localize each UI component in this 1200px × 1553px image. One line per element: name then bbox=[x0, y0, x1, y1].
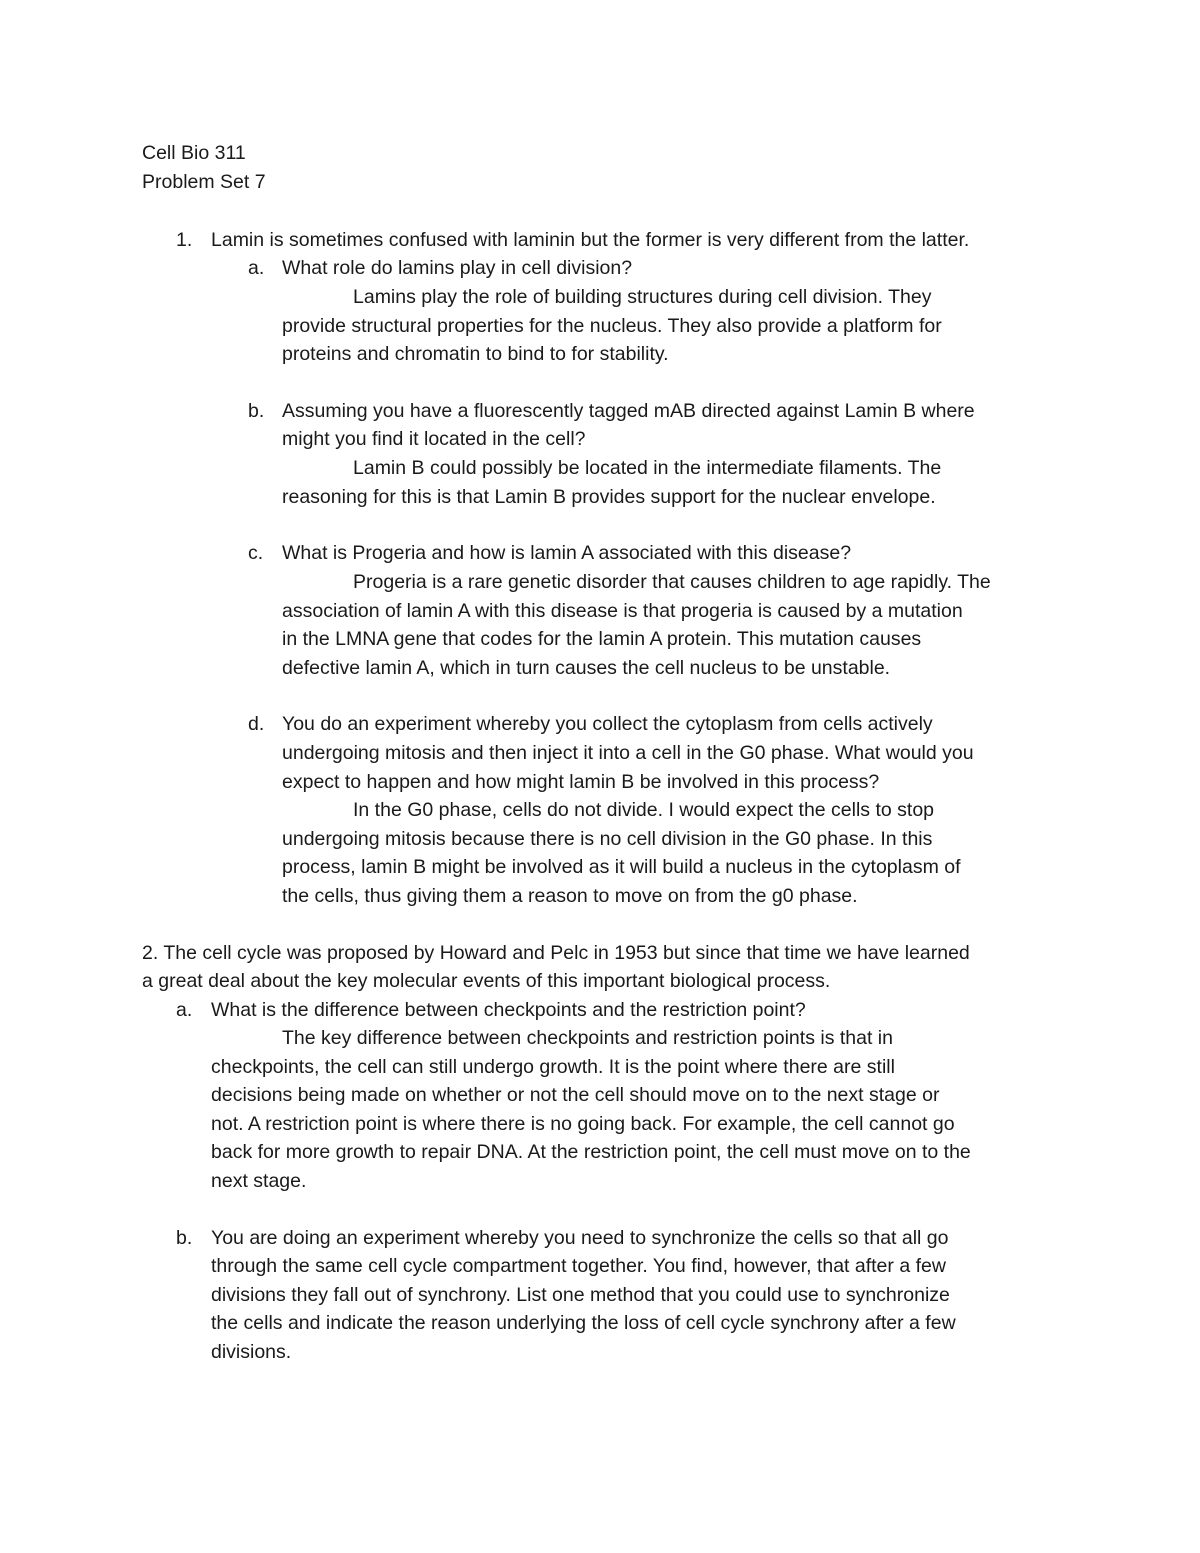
q2a-answer-line: checkpoints, the cell can still undergo growth. It is the point where there are still bbox=[211, 1056, 895, 1078]
q1d-question-line: expect to happen and how might lamin B be involved in this process? bbox=[282, 771, 880, 793]
problem-set-title: Problem Set 7 bbox=[142, 171, 266, 193]
q1-prompt: Lamin is sometimes confused with laminin but the former is very different from the latter. bbox=[211, 229, 970, 251]
q2b-question-line: divisions. bbox=[211, 1341, 292, 1363]
q1a-answer-line: provide structural properties for the nucleus. They also provide a platform for bbox=[282, 315, 942, 337]
q1a-answer-line: proteins and chromatin to bind to for stability. bbox=[282, 343, 669, 365]
q2a-answer-line: back for more growth to repair DNA. At the restriction point, the cell must move on to the bbox=[211, 1141, 971, 1163]
q1b-question-line: might you find it located in the cell? bbox=[282, 428, 586, 450]
course-title: Cell Bio 311 bbox=[142, 142, 246, 164]
q1b-question-line: Assuming you have a fluorescently tagged mAB directed against Lamin B where bbox=[282, 400, 975, 422]
q2b-marker: b. bbox=[176, 1227, 193, 1249]
q1a-question: What role do lamins play in cell division? bbox=[282, 257, 633, 279]
q2a-answer-line: next stage. bbox=[211, 1170, 307, 1192]
q1d-question-line: undergoing mitosis and then inject it into a cell in the G0 phase. What would you bbox=[282, 742, 974, 764]
q1b-marker: b. bbox=[248, 400, 265, 422]
q2-prompt-line: a great deal about the key molecular events of this important biological process. bbox=[142, 970, 831, 992]
q1d-answer-line: process, lamin B might be involved as it will build a nucleus in the cytoplasm of bbox=[282, 856, 961, 878]
q1c-answer-line: association of lamin A with this disease is that progeria is caused by a mutation bbox=[282, 600, 963, 622]
q1d-marker: d. bbox=[248, 713, 265, 735]
q1a-answer-line: Lamins play the role of building structures during cell division. They bbox=[353, 286, 932, 308]
q2a-marker: a. bbox=[176, 999, 193, 1021]
q1c-answer-line: Progeria is a rare genetic disorder that causes children to age rapidly. The bbox=[353, 571, 991, 593]
q2b-question-line: the cells and indicate the reason underlying the loss of cell cycle synchrony after a few bbox=[211, 1312, 956, 1334]
q1b-answer-line: Lamin B could possibly be located in the intermediate filaments. The bbox=[353, 457, 942, 479]
q2a-question: What is the difference between checkpoints and the restriction point? bbox=[211, 999, 806, 1021]
q2b-question-line: You are doing an experiment whereby you need to synchronize the cells so that all go bbox=[211, 1227, 949, 1249]
q2a-answer-line: decisions being made on whether or not the cell should move on to the next stage or bbox=[211, 1084, 940, 1106]
q2-prompt-line: 2. The cell cycle was proposed by Howard and Pelc in 1953 but since that time we have learned bbox=[142, 942, 970, 964]
q1c-marker: c. bbox=[248, 542, 264, 564]
q1b-answer-line: reasoning for this is that Lamin B provides support for the nuclear envelope. bbox=[282, 486, 936, 508]
q1c-answer-line: in the LMNA gene that codes for the lamin A protein. This mutation causes bbox=[282, 628, 922, 650]
q1d-answer-line: undergoing mitosis because there is no cell division in the G0 phase. In this bbox=[282, 828, 933, 850]
q1c-question: What is Progeria and how is lamin A associated with this disease? bbox=[282, 542, 852, 564]
q1a-marker: a. bbox=[248, 257, 265, 279]
q1d-question-line: You do an experiment whereby you collect the cytoplasm from cells actively bbox=[282, 713, 933, 735]
q1d-answer-line: In the G0 phase, cells do not divide. I would expect the cells to stop bbox=[353, 799, 935, 821]
q2b-question-line: divisions they fall out of synchrony. List one method that you could use to synchronize bbox=[211, 1284, 950, 1306]
q2b-question-line: through the same cell cycle compartment together. You find, however, that after a few bbox=[211, 1255, 946, 1277]
q2a-answer-line: not. A restriction point is where there is no going back. For example, the cell cannot go bbox=[211, 1113, 955, 1135]
q1c-answer-line: defective lamin A, which in turn causes the cell nucleus to be unstable. bbox=[282, 657, 891, 679]
q2a-answer-line: The key difference between checkpoints and restriction points is that in bbox=[282, 1027, 893, 1049]
q1d-answer-line: the cells, thus giving them a reason to move on from the g0 phase. bbox=[282, 885, 858, 907]
q1-number: 1. bbox=[176, 229, 193, 251]
